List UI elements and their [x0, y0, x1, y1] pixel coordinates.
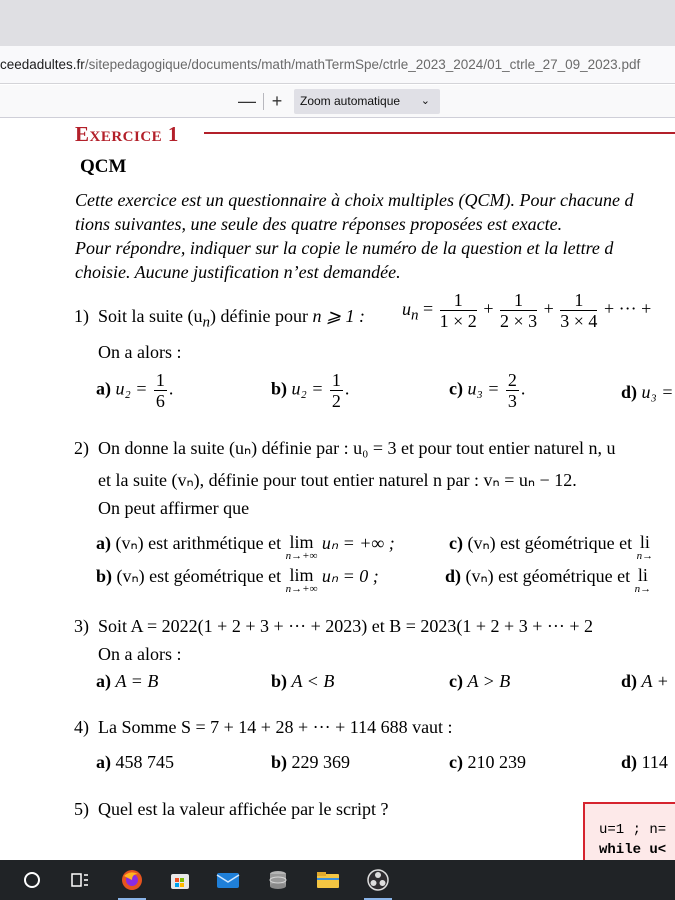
q2-choice-c[interactable]: c) (vₙ) est géométrique et li n→ — [449, 532, 654, 562]
chevron-down-icon: ⌄ — [420, 95, 430, 107]
q3-choice-a[interactable]: a) A = B — [96, 671, 159, 691]
q4-choice-d[interactable]: d) 114 — [621, 752, 668, 772]
zoom-out-button[interactable]: — — [238, 91, 256, 111]
intro-line-2: tions suivantes, une seule des quatre réponses proposées est exacte. — [75, 214, 563, 234]
zoom-in-button[interactable]: + — [271, 91, 283, 111]
address-bar[interactable] — [0, 46, 675, 84]
zoom-label: Zoom automatique — [300, 94, 401, 108]
pdf-page — [0, 118, 675, 860]
q2-choice-a[interactable]: a) (vₙ) est arithmétique et lim n→+∞ uₙ = +∞ ; — [96, 532, 395, 562]
mail-icon[interactable] — [206, 860, 250, 900]
q4-choice-a[interactable]: a) 458 745 — [96, 752, 174, 772]
q2-choice-d[interactable]: d) (vₙ) est géométrique et li n→ — [445, 565, 652, 595]
url-domain: ceedadultes.fr — [0, 57, 85, 72]
q2-line-3: On peut affirmer que — [98, 498, 250, 518]
q4-number: 4) — [74, 717, 89, 737]
q2-number: 2) — [74, 438, 89, 458]
q3-lead: On a alors : — [98, 644, 182, 664]
database-icon[interactable] — [256, 860, 300, 900]
q5-number: 5) — [74, 799, 89, 819]
url-path: /sitepedagogique/documents/math/mathTermSpe/ctrle_2023_2024/01_ctrle_27_09_2023.pdf — [84, 57, 641, 72]
q4-line-1: La Somme S = 7 + 14 + 28 + ··· + 114 688 vaut : — [98, 717, 453, 737]
q2-choice-b[interactable]: b) (vₙ) est géométrique et lim n→+∞ uₙ = 0 ; — [96, 565, 379, 595]
q1-lead: On a alors : — [98, 342, 182, 362]
obs-icon[interactable] — [356, 860, 400, 900]
q2-line-1: On donne la suite (uₙ) définie par : u₀ = 3 et pour tout entier naturel n, u — [98, 438, 616, 458]
intro-line-1: Cette exercice est un questionnaire à choix multiples (QCM). Pour chacune d — [75, 190, 634, 210]
task-view-icon[interactable] — [58, 860, 102, 900]
q1-formula: $u_n$ = $\frac{1}{1 \times 2}$ + $\frac{1}{2 \times 3}$ + $\frac{1}{3 \times 4}$ + ··· + — [402, 290, 652, 331]
file-explorer-icon[interactable] — [306, 860, 350, 900]
q3-number: 3) — [74, 616, 89, 636]
firefox-icon[interactable] — [110, 860, 154, 900]
q2-line-2: et la suite (vₙ), définie pour tout entier naturel n par : vₙ = uₙ − 12. — [98, 470, 577, 490]
title-rule — [204, 132, 675, 134]
q1-choice-c[interactable]: c) u₃ = $\frac{2}{3}$ . — [449, 370, 526, 411]
q3-choice-d[interactable]: d) A + — [621, 671, 669, 691]
pdf-toolbar — [0, 85, 675, 118]
q4-choice-c[interactable]: c) 210 239 — [449, 752, 526, 772]
q1-number: 1) — [74, 306, 89, 326]
code-box — [583, 802, 675, 860]
code-line-1: u=1 ; n= — [599, 822, 667, 838]
store-icon[interactable] — [158, 860, 202, 900]
q1-choice-d[interactable]: d) u₃ = — [621, 382, 674, 402]
intro-line-3: Pour répondre, indiquer sur la copie le numéro de la question et la lettre d — [75, 238, 614, 258]
q3-choice-b[interactable]: b) A < B — [271, 671, 335, 691]
taskbar — [0, 860, 675, 900]
toolbar-separator — [263, 93, 264, 110]
q5-line-1: Quel est la valeur affichée par le script ? — [98, 799, 389, 819]
q4-choice-b[interactable]: b) 229 369 — [271, 752, 351, 772]
section-title: QCM — [80, 156, 127, 177]
browser-tab-strip — [0, 0, 675, 46]
q1-choice-a[interactable]: a) u₂ = $\frac{1}{6}$ . — [96, 370, 174, 411]
intro-line-4: choisie. Aucune justification n’est demandée. — [75, 262, 401, 282]
exercise-title: Exercice 1 — [75, 122, 179, 146]
start-circle-icon[interactable] — [10, 860, 54, 900]
q3-choice-c[interactable]: c) A > B — [449, 671, 511, 691]
zoom-select[interactable] — [294, 89, 440, 114]
q1-text: Soit la suite $(u_n)$ définie pour n ⩾ 1 : — [98, 306, 366, 331]
q1-choice-b[interactable]: b) u₂ = $\frac{1}{2}$ . — [271, 370, 350, 411]
code-line-2: while u< — [599, 842, 667, 858]
q3-line-1: Soit A = 2022(1 + 2 + 3 + ··· + 2023) et B = 2023(1 + 2 + 3 + ··· + 2 — [98, 616, 593, 636]
